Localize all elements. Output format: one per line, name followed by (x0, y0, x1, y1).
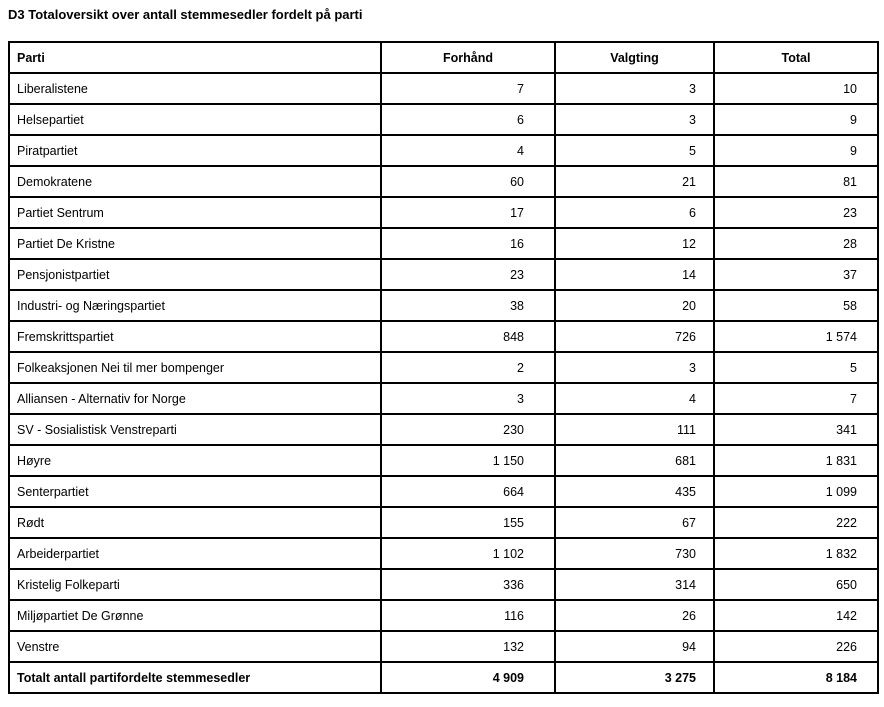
column-header-valgting: Valgting (555, 42, 714, 73)
valgting-value-cell: 111 (555, 414, 714, 445)
total-value-cell: 650 (714, 569, 878, 600)
valgting-value-cell: 12 (555, 228, 714, 259)
forhand-value-cell: 16 (381, 228, 555, 259)
total-value-cell: 1 099 (714, 476, 878, 507)
column-header-parti: Parti (9, 42, 381, 73)
table-row (9, 445, 878, 476)
party-name-cell: Kristelig Folkeparti (9, 569, 381, 600)
valgting-value-cell: 20 (555, 290, 714, 321)
table-body (9, 73, 878, 662)
table-row (9, 321, 878, 352)
column-header-total: Total (714, 42, 878, 73)
valgting-value-cell: 681 (555, 445, 714, 476)
total-value-cell: 23 (714, 197, 878, 228)
party-name-cell: Partiet De Kristne (9, 228, 381, 259)
total-value-cell: 28 (714, 228, 878, 259)
party-name-cell: Fremskrittspartiet (9, 321, 381, 352)
party-name-cell: SV - Sosialistisk Venstreparti (9, 414, 381, 445)
table-footer (9, 662, 878, 693)
forhand-value-cell: 848 (381, 321, 555, 352)
forhand-value-cell: 38 (381, 290, 555, 321)
total-value-cell: 10 (714, 73, 878, 104)
table-row (9, 569, 878, 600)
valgting-value-cell: 67 (555, 507, 714, 538)
total-valgting-value-cell: 3 275 (555, 662, 714, 693)
party-name-cell: Miljøpartiet De Grønne (9, 600, 381, 631)
total-row (9, 662, 878, 693)
table-row (9, 197, 878, 228)
party-name-cell: Demokratene (9, 166, 381, 197)
total-value-cell: 142 (714, 600, 878, 631)
valgting-value-cell: 14 (555, 259, 714, 290)
party-name-cell: Venstre (9, 631, 381, 662)
valgting-value-cell: 21 (555, 166, 714, 197)
table-row (9, 600, 878, 631)
forhand-value-cell: 1 102 (381, 538, 555, 569)
total-value-cell: 7 (714, 383, 878, 414)
total-value-cell: 81 (714, 166, 878, 197)
forhand-value-cell: 2 (381, 352, 555, 383)
valgting-value-cell: 3 (555, 352, 714, 383)
valgting-value-cell: 4 (555, 383, 714, 414)
total-value-cell: 37 (714, 259, 878, 290)
total-value-cell: 222 (714, 507, 878, 538)
total-value-cell: 1 832 (714, 538, 878, 569)
table-row (9, 228, 878, 259)
table-row (9, 104, 878, 135)
valgting-value-cell: 26 (555, 600, 714, 631)
forhand-value-cell: 17 (381, 197, 555, 228)
forhand-value-cell: 132 (381, 631, 555, 662)
total-total-value-cell: 8 184 (714, 662, 878, 693)
forhand-value-cell: 664 (381, 476, 555, 507)
ballots-table (8, 41, 879, 694)
party-name-cell: Partiet Sentrum (9, 197, 381, 228)
table-row (9, 259, 878, 290)
table-header (9, 42, 878, 73)
forhand-value-cell: 1 150 (381, 445, 555, 476)
party-name-cell: Piratpartiet (9, 135, 381, 166)
valgting-value-cell: 314 (555, 569, 714, 600)
table-row (9, 414, 878, 445)
forhand-value-cell: 116 (381, 600, 555, 631)
table-row (9, 507, 878, 538)
party-name-cell: Liberalistene (9, 73, 381, 104)
valgting-value-cell: 730 (555, 538, 714, 569)
party-name-cell: Arbeiderpartiet (9, 538, 381, 569)
valgting-value-cell: 726 (555, 321, 714, 352)
valgting-value-cell: 5 (555, 135, 714, 166)
total-forhand-value-cell: 4 909 (381, 662, 555, 693)
forhand-value-cell: 230 (381, 414, 555, 445)
party-name-cell: Helsepartiet (9, 104, 381, 135)
valgting-value-cell: 3 (555, 73, 714, 104)
valgting-value-cell: 6 (555, 197, 714, 228)
forhand-value-cell: 4 (381, 135, 555, 166)
party-name-cell: Industri- og Næringspartiet (9, 290, 381, 321)
total-value-cell: 341 (714, 414, 878, 445)
table-row (9, 135, 878, 166)
valgting-value-cell: 3 (555, 104, 714, 135)
total-value-cell: 9 (714, 104, 878, 135)
party-name-cell: Folkeaksjonen Nei til mer bompenger (9, 352, 381, 383)
total-value-cell: 1 574 (714, 321, 878, 352)
header-row (9, 42, 878, 73)
forhand-value-cell: 336 (381, 569, 555, 600)
table-row (9, 290, 878, 321)
valgting-value-cell: 94 (555, 631, 714, 662)
forhand-value-cell: 155 (381, 507, 555, 538)
valgting-value-cell: 435 (555, 476, 714, 507)
forhand-value-cell: 6 (381, 104, 555, 135)
column-header-forhand: Forhånd (381, 42, 555, 73)
table-row (9, 631, 878, 662)
table-row (9, 73, 878, 104)
total-value-cell: 9 (714, 135, 878, 166)
table-row (9, 476, 878, 507)
forhand-value-cell: 23 (381, 259, 555, 290)
party-name-cell: Rødt (9, 507, 381, 538)
party-name-cell: Senterpartiet (9, 476, 381, 507)
table-row (9, 383, 878, 414)
total-value-cell: 58 (714, 290, 878, 321)
forhand-value-cell: 7 (381, 73, 555, 104)
total-value-cell: 226 (714, 631, 878, 662)
party-name-cell: Pensjonistpartiet (9, 259, 381, 290)
total-value-cell: 1 831 (714, 445, 878, 476)
party-name-cell: Alliansen - Alternativ for Norge (9, 383, 381, 414)
forhand-value-cell: 60 (381, 166, 555, 197)
page-title: D3 Totaloversikt over antall stemmesedler fordelt på parti (8, 7, 363, 22)
forhand-value-cell: 3 (381, 383, 555, 414)
table-row (9, 538, 878, 569)
table-row (9, 166, 878, 197)
total-label-cell: Totalt antall partifordelte stemmesedler (9, 662, 381, 693)
total-value-cell: 5 (714, 352, 878, 383)
party-name-cell: Høyre (9, 445, 381, 476)
table-row (9, 352, 878, 383)
